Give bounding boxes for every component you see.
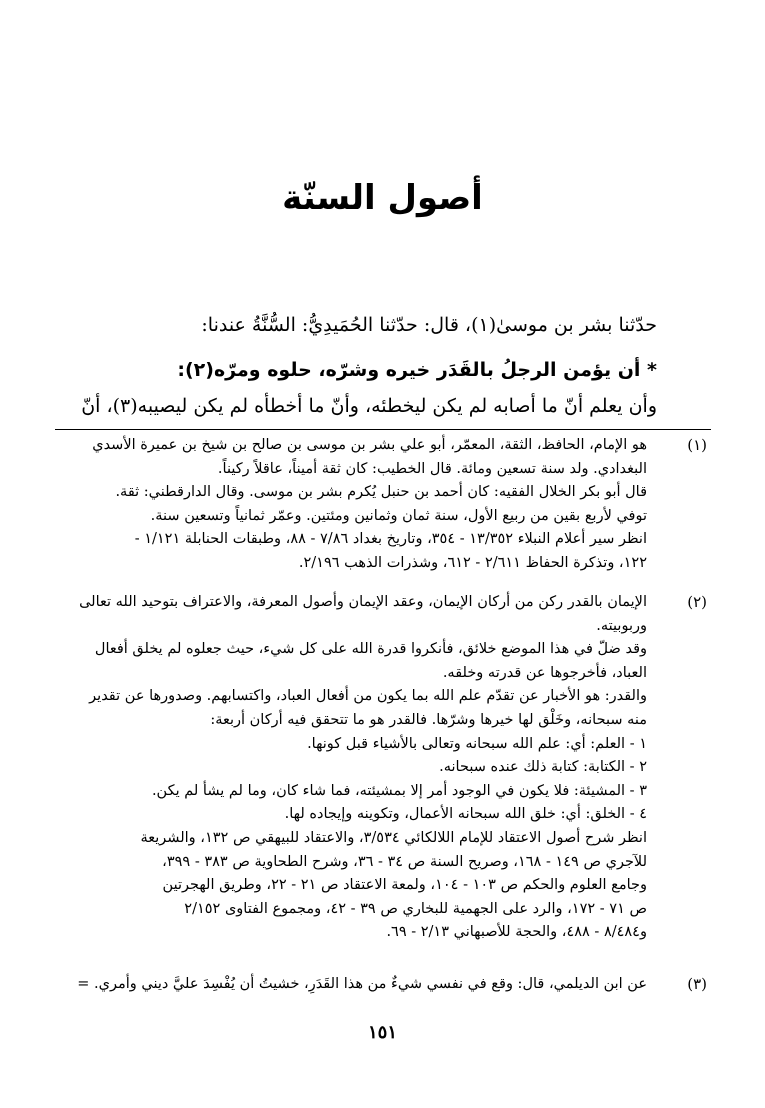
footnote-line: وربوبيته. [596, 617, 647, 634]
intro-line-3: وأن يعلم أنّ ما أصابه لم يكن ليخطئه، وأنّ ما أخطأه لم يكن ليصيبه(٣)، أنّ [81, 395, 657, 417]
footnote-line: والقدر: هو الأخبار عن تقدّم علم الله بما يكون من أفعال العباد، واكتسابهم. وصدورها عن تقدير [89, 688, 647, 705]
footnote-line: ١ - العلم: أي: علم الله سبحانه وتعالى بالأشياء قبل كونها. [307, 735, 647, 752]
footnote-line: ١٢٢، وتذكرة الحفاظ ٢/٦١١ - ٦١٢، وشذرات الذهب ٢/١٩٦. [298, 554, 647, 571]
footnote-line: العباد، فأخرجوها عن قدرته وخلقه. [442, 664, 647, 681]
footnote-line: منه سبحانه، وخَلْق لها خيرها وشرّها. فالقدر هو ما تتحقق فيه أركان أربعة: [210, 711, 647, 728]
intro-line-1: حدّثنا بشر بن موسىٰ(١)، قال: حدّثنا الحُمَيدِيُّ: السُّنَّةُ عندنا: [201, 314, 657, 336]
footnote-number: (٢) [687, 593, 707, 611]
footnote-divider [55, 429, 711, 430]
footnote-line: للآجري ص ١٤٩ - ١٦٨، وصريح السنة ص ٣٤ - ٣٦، وشرح الطحاوية ص ٣٨٣ - ٣٩٩، [162, 853, 647, 870]
footnote-line: عن ابن الديلمي، قال: وقع في نفسي شيءٌ من هذا القَدَرِ، خشيتُ أن يُفْسِدَ عليَّ ديني وأمري. = [77, 976, 647, 992]
chapter-title: أصول السنّة [282, 178, 483, 218]
footnote-number: (١) [687, 436, 707, 454]
footnote-1 [57, 434, 707, 576]
page-number: ١٥١ [367, 1022, 397, 1043]
footnote-line: البغدادي. ولد سنة تسعين ومائة. قال الخطيب: كان ثقة أميناً، عاقلاً ركيناً. [217, 460, 647, 477]
footnote-line: ص ٧١ - ١٧٢، والرد على الجهمية للبخاري ص ٣٩ - ٤٢، ومجموع الفتاوى ٢/١٥٢ [184, 900, 647, 917]
footnote-line: ٢ - الكتابة: كتابة ذلك عنده سبحانه. [439, 759, 647, 776]
footnote-line: وجامع العلوم والحكم ص ١٠٣ - ١٠٤، ولمعة الاعتقاد ص ٢١ - ٢٢، وطريق الهجرتين [162, 877, 647, 894]
footnote-line: قال أبو بكر الخلال الفقيه: كان أحمد بن حنبل يُكرم بشر بن موسى. وقال الدارقطني: ثقة. [115, 484, 647, 501]
footnote-line: ٣ - المشيئة: فلا يكون في الوجود أمر إلا بمشيئته، فما شاء كان، وما لم يشأ لم يكن. [151, 782, 647, 799]
footnote-line: و٨/٤٨٤ - ٤٨٨، والحجة للأصبهاني ٢/١٣ - ٦٩. [386, 924, 647, 941]
footnote-line: الإيمان بالقدر ركن من أركان الإيمان، وعقد الإيمان وأصول المعرفة، والاعتراف بتوحيد الله تعالى [79, 594, 647, 610]
intro-line-2: * أن يؤمن الرجلُ بالقَدَر خيره وشرّه، حلوه ومرّه(٢): [177, 359, 657, 381]
footnote-number: (٣) [687, 975, 707, 993]
footnote-line: ٤ - الخلق: أي: خلق الله سبحانه الأعمال، وتكوينه وإيجاده لها. [284, 806, 647, 823]
footnote-line: توفي لأربع بقين من ربيع الأول، سنة ثمان وثمانين ومئتين. وعمّر ثمانياً وتسعين سنة. [150, 507, 647, 524]
footnote-line: هو الإمام، الحافظ، الثقة، المعمّر، أبو علي بشر بن موسى بن صالح بن شيخ بن عميرة الأسدي [92, 437, 647, 453]
footnote-3 [57, 973, 707, 997]
footnote-line: انظر شرح أصول الاعتقاد للإمام اللالكائي ٣/٥٣٤، والاعتقاد للبيهقي ص ١٣٢، والشريعة [140, 829, 647, 846]
footnote-line: انظر سير أعلام النبلاء ١٣/٣٥٢ - ٣٥٤، وتاريخ بغداد ٧/٨٦ - ٨٨، وطبقات الحنابلة ١/١٢١ - [134, 531, 647, 548]
footnote-line: وقد ضلّ في هذا الموضع خلائق، فأنكروا قدرة الله على كل شيء، حيث جعلوه لم يخلق أفعال [94, 641, 647, 658]
footnote-2 [57, 591, 707, 945]
